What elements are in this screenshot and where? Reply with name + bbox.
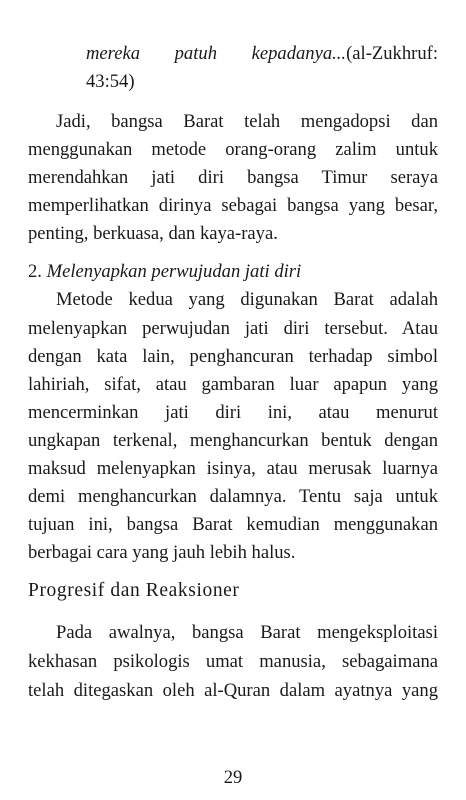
point-2-number: 2. bbox=[28, 261, 42, 282]
page-number: 29 bbox=[223, 767, 243, 788]
paragraph-1-line: merendahkan jati diri bangsa Timur seraya bbox=[28, 167, 438, 188]
quote-reference-cont: 43:54) bbox=[86, 71, 135, 92]
paragraph-2-line: mencerminkan jati diri ini, atau menurut bbox=[28, 402, 438, 423]
paragraph-1-line: Jadi, bangsa Barat telah mengadopsi dan bbox=[56, 111, 438, 132]
paragraph-2-line: Metode kedua yang digunakan Barat adalah bbox=[56, 289, 438, 310]
point-2-heading bbox=[28, 260, 301, 284]
paragraph-2-line: ungkapan terkenal, menghancurkan bentuk dengan bbox=[28, 430, 438, 451]
paragraph-3-line: telah ditegaskan oleh al-Quran dalam ayatnya yang bbox=[28, 680, 438, 701]
paragraph-3-line: kekhasan psikologis umat manusia, sebagaimana bbox=[28, 651, 438, 672]
paragraph-3-line: Pada awalnya, bangsa Barat mengeksploitasi bbox=[56, 622, 438, 643]
paragraph-2-line: melenyapkan perwujudan jati diri tersebut. Atau bbox=[28, 318, 438, 339]
paragraph-2-line: tujuan ini, bangsa Barat kemudian menggunakan bbox=[28, 514, 438, 535]
paragraph-1-line: menggunakan metode orang-orang zalim untuk bbox=[28, 139, 438, 160]
paragraph-1-line: penting, berkuasa, dan kaya-raya. bbox=[28, 223, 278, 244]
section-heading: Progresif dan Reaksioner bbox=[28, 580, 240, 601]
paragraph-1-line: memperlihatkan dirinya sebagai bangsa yang besar, bbox=[28, 195, 438, 216]
paragraph-2-line: demi menghancurkan dalamnya. Tentu saja untuk bbox=[28, 486, 438, 507]
quote-text: mereka patuh kepadanya... bbox=[86, 43, 347, 64]
paragraph-2-line: maksud melenyapkan isinya, atau merusak luarnya bbox=[28, 458, 438, 479]
quote-line-1 bbox=[86, 42, 438, 66]
paragraph-2-line: dengan kata lain, penghancuran terhadap simbol bbox=[28, 346, 438, 367]
quote-line-2 bbox=[86, 70, 135, 94]
point-2-title: Melenyapkan perwujudan jati diri bbox=[46, 261, 302, 282]
quote-reference: (al-Zukhruf: bbox=[346, 43, 438, 64]
paragraph-2-line: berbagai cara yang jauh lebih halus. bbox=[28, 542, 296, 563]
paragraph-2-line: lahiriah, sifat, atau gambaran luar apapun yang bbox=[28, 374, 438, 395]
